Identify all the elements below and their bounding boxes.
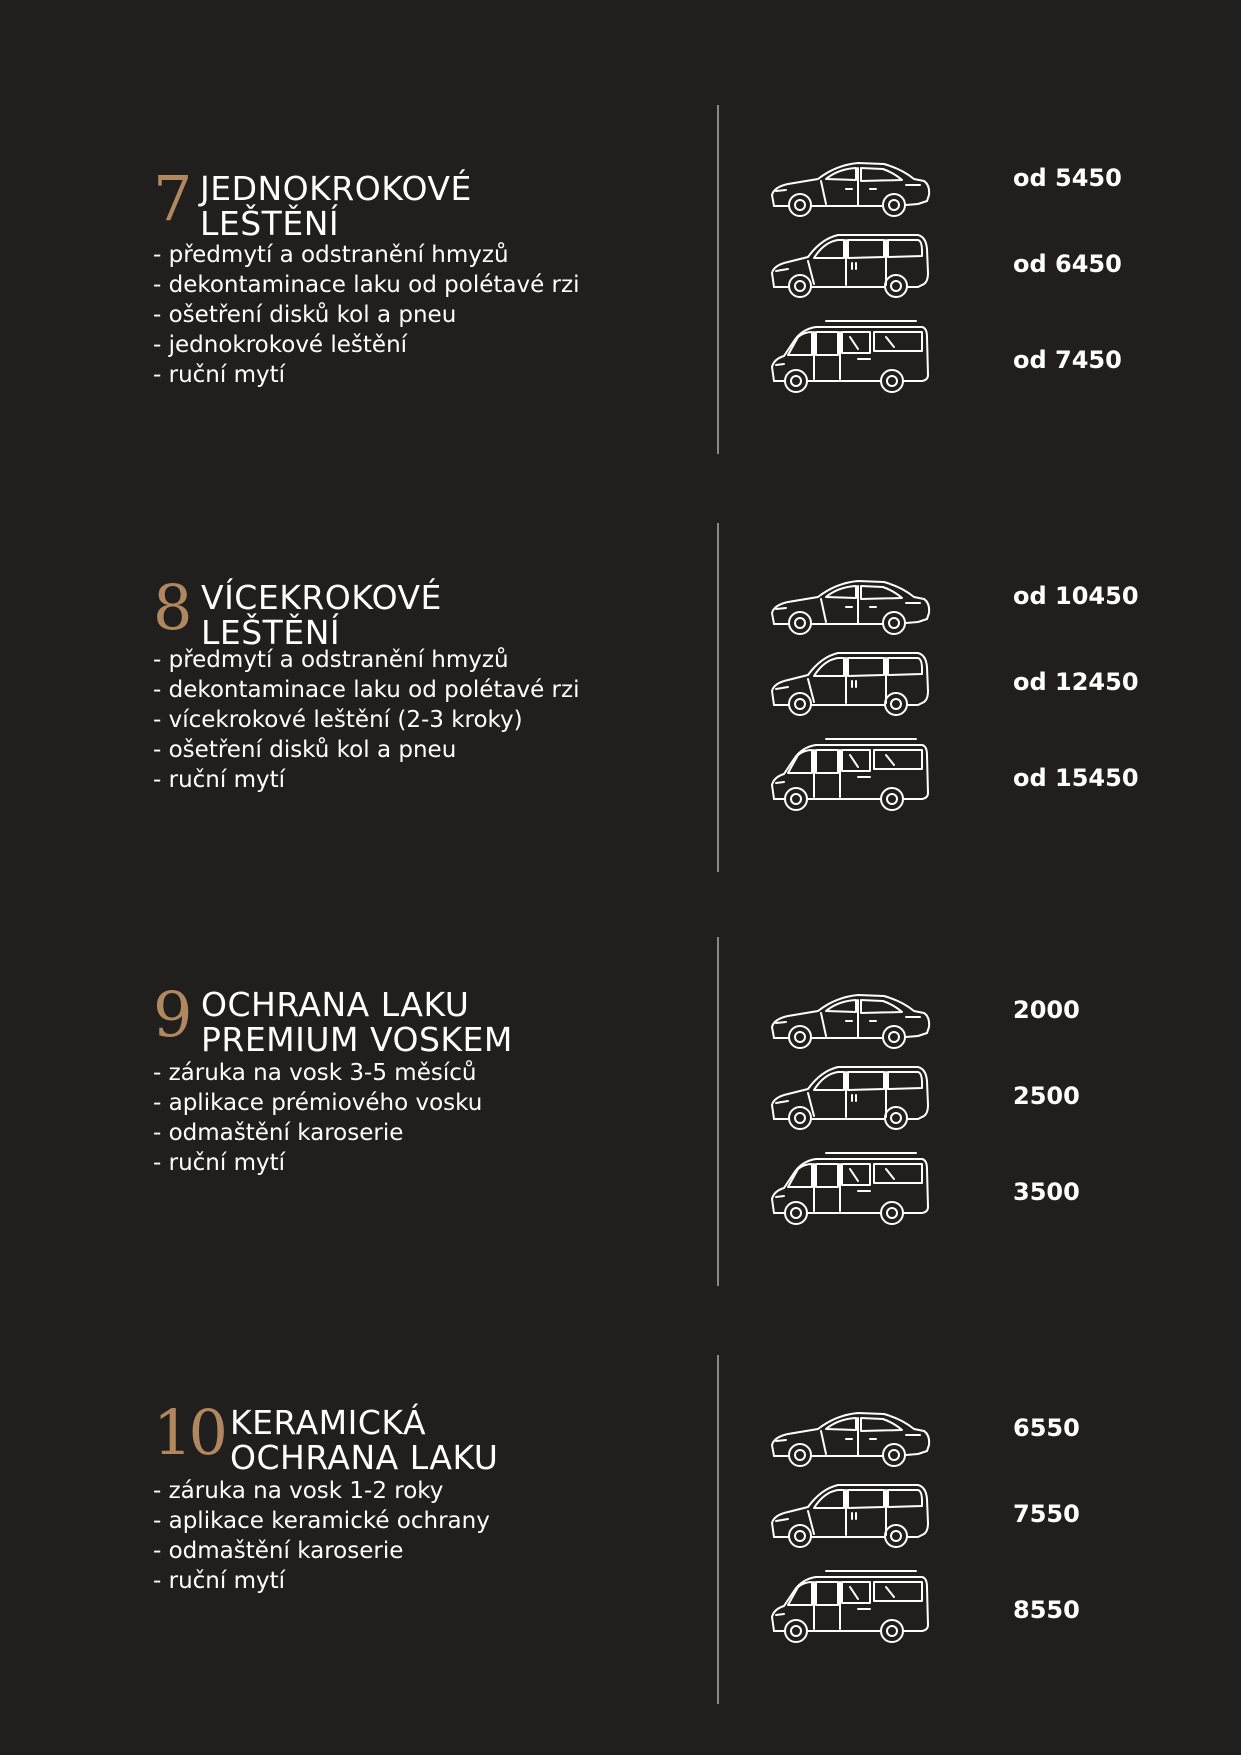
vertical-divider: [717, 937, 719, 1286]
title-line-2: PREMIUM VOSKEM: [201, 1020, 513, 1059]
minivan-icon: [766, 227, 933, 305]
service-section-7: [0, 105, 1241, 455]
title-line-1: OCHRANA LAKU: [201, 985, 470, 1024]
section-number: 8: [153, 571, 189, 644]
service-list-item: - odmaštění karoserie: [153, 1538, 404, 1564]
price-minivan: 7550: [1013, 1500, 1080, 1528]
price-minivan: od 6450: [1013, 250, 1122, 278]
service-list: [153, 240, 579, 390]
van-icon: [766, 735, 933, 813]
service-list-item: - dekontaminace laku od polétavé rzi: [153, 677, 580, 703]
service-section-9: [0, 937, 1241, 1287]
title-line-2: LEŠTĚNÍ: [200, 204, 340, 243]
service-list-item: - aplikace keramické ochrany: [153, 1508, 490, 1534]
van-icon: [766, 1567, 933, 1645]
price-van: od 15450: [1013, 764, 1139, 792]
title-line-2: OCHRANA LAKU: [230, 1438, 499, 1477]
vertical-divider: [717, 523, 719, 872]
section-number: 9: [153, 978, 189, 1051]
minivan-icon: [766, 645, 933, 723]
van-icon: [766, 317, 933, 395]
service-list-item: - záruka na vosk 3-5 měsíců: [153, 1060, 477, 1086]
price-van: 3500: [1013, 1178, 1080, 1206]
price-sedan: od 5450: [1013, 164, 1122, 192]
service-list-item: - ruční mytí: [153, 362, 285, 388]
price-sedan: od 10450: [1013, 582, 1139, 610]
service-list-item: - odmaštění karoserie: [153, 1120, 404, 1146]
sedan-icon: [766, 149, 933, 227]
price-minivan: od 12450: [1013, 668, 1139, 696]
title-line-2: LEŠTĚNÍ: [201, 613, 341, 652]
title-line-1: VÍCEKROKOVÉ: [201, 578, 442, 617]
service-list-item: - ruční mytí: [153, 1150, 285, 1176]
service-list-item: - aplikace prémiového vosku: [153, 1090, 483, 1116]
service-list-item: - ruční mytí: [153, 1568, 285, 1594]
service-section-8: [0, 523, 1241, 873]
section-title: [201, 580, 442, 650]
minivan-icon: [766, 1477, 933, 1555]
service-list-item: - dekontaminace laku od polétavé rzi: [153, 272, 580, 298]
section-number: 10: [153, 1396, 224, 1469]
price-sedan: 6550: [1013, 1414, 1080, 1442]
section-title: [200, 171, 472, 241]
service-list-item: - ošetření disků kol a pneu: [153, 737, 457, 763]
price-minivan: 2500: [1013, 1082, 1080, 1110]
title-line-1: JEDNOKROKOVÉ: [200, 169, 472, 208]
section-title: [201, 987, 513, 1057]
vertical-divider: [717, 1355, 719, 1704]
sedan-icon: [766, 981, 933, 1059]
title-line-1: KERAMICKÁ: [230, 1403, 427, 1442]
service-list-item: - ruční mytí: [153, 767, 285, 793]
section-title: [230, 1405, 498, 1475]
service-list: [153, 1058, 482, 1178]
service-list-item: - předmytí a odstranění hmyzů: [153, 242, 509, 268]
service-list-item: - vícekrokové leštění (2-3 kroky): [153, 707, 523, 733]
price-sedan: 2000: [1013, 996, 1080, 1024]
service-list: [153, 1476, 490, 1596]
service-list-item: - jednokrokové leštění: [153, 332, 408, 358]
service-section-10: [0, 1355, 1241, 1705]
sedan-icon: [766, 1399, 933, 1477]
service-list-item: - předmytí a odstranění hmyzů: [153, 647, 509, 673]
van-icon: [766, 1149, 933, 1227]
service-list: [153, 645, 579, 795]
section-number: 7: [153, 162, 189, 235]
service-list-item: - ošetření disků kol a pneu: [153, 302, 457, 328]
vertical-divider: [717, 105, 719, 454]
price-van: od 7450: [1013, 346, 1122, 374]
service-list-item: - záruka na vosk 1-2 roky: [153, 1478, 444, 1504]
minivan-icon: [766, 1059, 933, 1137]
sedan-icon: [766, 567, 933, 645]
price-van: 8550: [1013, 1596, 1080, 1624]
